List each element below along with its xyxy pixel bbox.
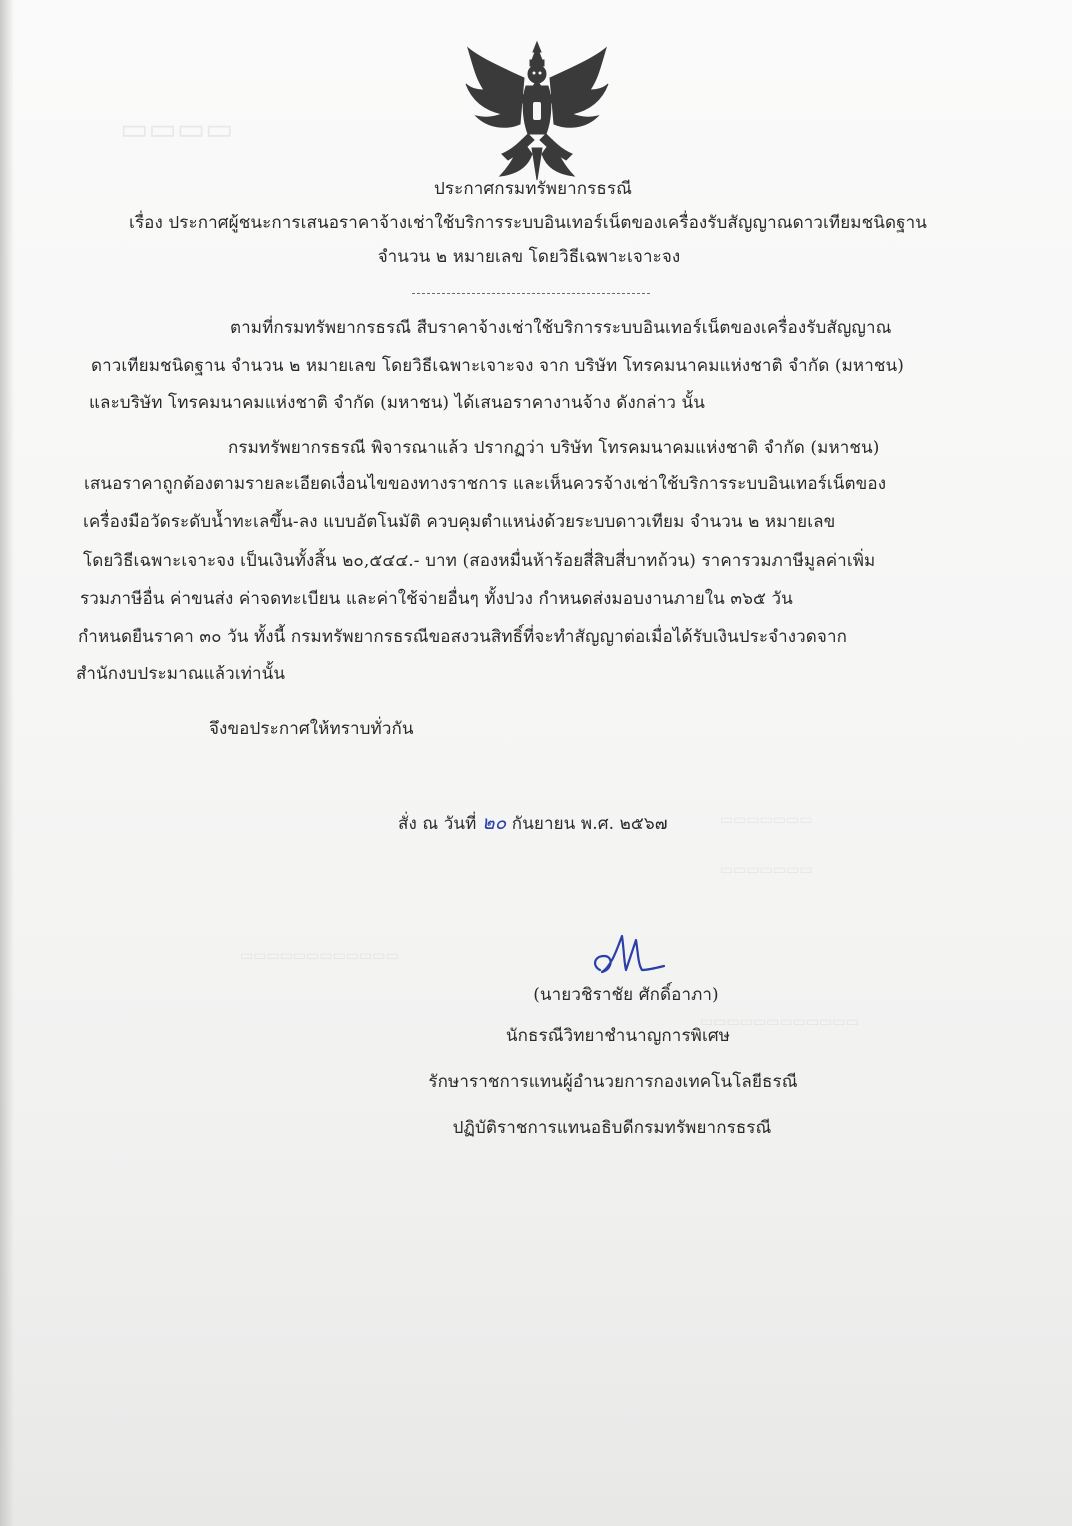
- handwritten-signature: [586, 926, 666, 986]
- closing-statement: จึงขอประกาศให้ทราบทั่วกัน: [209, 719, 414, 739]
- agency-title: ประกาศกรมทรัพยากรธรณี: [434, 179, 632, 199]
- paragraph-2-line-2: เสนอราคาถูกต้องตามรายละเอียดเงื่อนไขของทางราชการ และเห็นควรจ้างเช่าใช้บริการระบบอินเทอร์เน็ตของ: [84, 474, 887, 494]
- paper-edge-shadow: [0, 0, 14, 1526]
- paragraph-2-line-6: กำหนดยืนราคา ๓๐ วัน ทั้งนี้ กรมทรัพยากรธรณีขอสงวนสิทธิ์ที่จะทำสัญญาต่อเมื่อได้รับเงินประจำงวดจาก: [78, 627, 848, 647]
- date-line: [398, 811, 668, 836]
- subject-line-1: เรื่อง ประกาศผู้ชนะการเสนอราคาจ้างเช่าใช้บริการระบบอินเทอร์เน็ตของเครื่องรับสัญญาณดาวเทียมชนิดฐาน: [129, 213, 927, 233]
- bleed-through-mark: ▭▭▭▭▭▭▭▭▭▭▭▭: [700, 1014, 859, 1030]
- paragraph-1-line-3: และบริษัท โทรคมนาคมแห่งชาติ จำกัด (มหาชน) ได้เสนอราคางานจ้าง ดังกล่าว นั้น: [89, 393, 705, 413]
- date-prefix: สั่ง ณ วันที่: [398, 814, 477, 834]
- subject-line-2: จำนวน ๒ หมายเลข โดยวิธีเฉพาะเจาะจง: [377, 247, 681, 267]
- paragraph-2-line-7: สำนักงบประมาณแล้วเท่านั้น: [76, 664, 286, 684]
- bleed-through-mark: ▭▭▭▭: [120, 112, 234, 147]
- paragraph-2-line-5: รวมภาษีอื่น ค่าขนส่ง ค่าจดทะเบียน และค่าใช้จ่ายอื่นๆ ทั้งปวง กำหนดส่งมอบงานภายใน ๓๖๕ วัน: [80, 589, 793, 609]
- bleed-through-mark: ▭▭▭▭▭▭▭: [720, 862, 813, 878]
- signatory-position-1: นักธรณีวิทยาชำนาญการพิเศษ: [505, 1026, 731, 1046]
- date-month-year: กันยายน พ.ศ. ๒๕๖๗: [511, 814, 668, 834]
- paragraph-1-line-1: ตามที่กรมทรัพยากรธรณี สืบราคาจ้างเช่าใช้บริการระบบอินเทอร์เน็ตของเครื่องรับสัญญาณ: [230, 318, 892, 338]
- signatory-name: (นายวชิราชัย ศักดิ์อาภา): [533, 985, 719, 1005]
- paragraph-2-line-4: โดยวิธีเฉพาะเจาะจง เป็นเงินทั้งสิ้น ๒๐,๕๔๔.- บาท (สองหมื่นห้าร้อยสี่สิบสี่บาทถ้วน) ราคารวมภาษีมูลค่าเพิ่ม: [83, 551, 876, 571]
- garuda-emblem-icon: [462, 38, 612, 188]
- paragraph-2-line-3: เครื่องมือวัดระดับน้ำทะเลขึ้น-ลง แบบอัตโนมัติ ควบคุมตำแหน่งด้วยระบบดาวเทียม จำนวน ๒ หมายเลข: [83, 512, 836, 532]
- bleed-through-mark: ▭▭▭▭▭▭▭: [720, 812, 813, 828]
- signatory-position-2: รักษาราชการแทนผู้อำนวยการกองเทคโนโลยีธรณี: [428, 1072, 798, 1092]
- paragraph-2-line-1: กรมทรัพยากรธรณี พิจารณาแล้ว ปรากฏว่า บริษัท โทรคมนาคมแห่งชาติ จำกัด (มหาชน): [228, 438, 880, 458]
- signatory-position-3: ปฏิบัติราชการแทนอธิบดีกรมทรัพยากรธรณี: [452, 1118, 772, 1138]
- paragraph-1-line-2: ดาวเทียมชนิดฐาน จำนวน ๒ หมายเลข โดยวิธีเฉพาะเจาะจง จาก บริษัท โทรคมนาคมแห่งชาติ จำกัด (มหาชน): [91, 356, 904, 376]
- bleed-through-mark: ▭▭▭▭▭▭▭▭▭▭▭▭: [240, 948, 399, 964]
- header-divider: [412, 293, 650, 294]
- date-day-handwritten: ๒๐: [481, 812, 507, 834]
